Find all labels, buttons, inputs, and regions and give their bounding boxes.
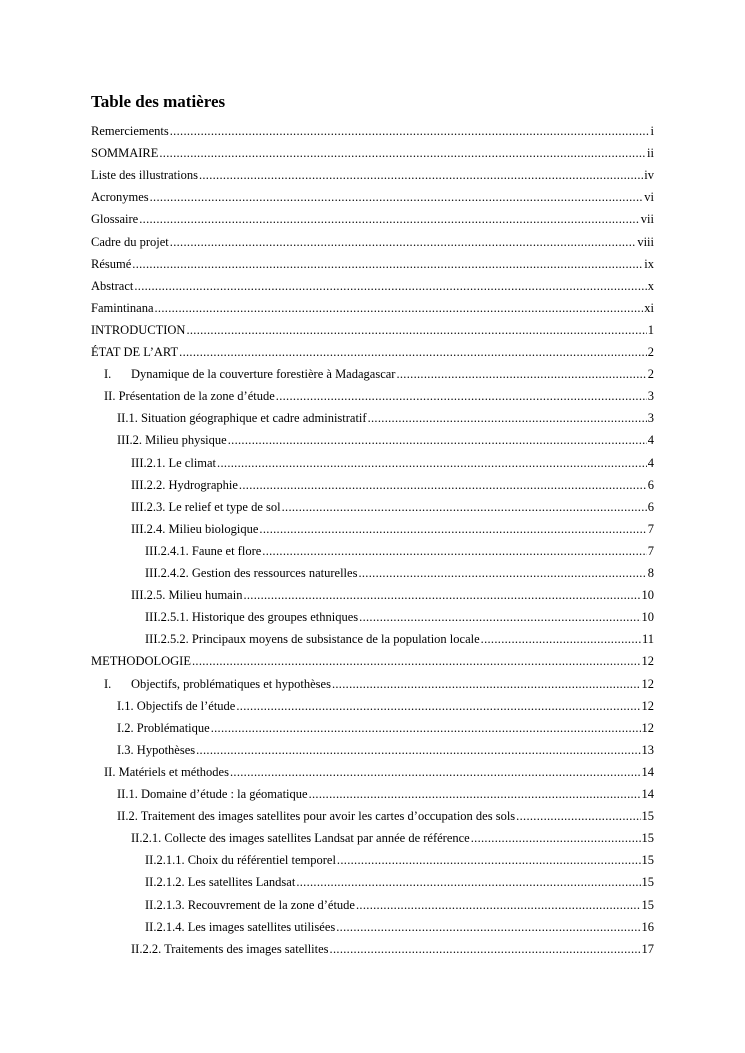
toc-page-number: 1 [647, 322, 654, 337]
toc-dot-leader [276, 386, 647, 406]
toc-page-number: 4 [647, 455, 654, 470]
toc-entry-label [91, 651, 191, 671]
toc-entry-text: III.2.4. Milieu biologique [131, 521, 259, 536]
toc-page-number: xi [644, 300, 654, 315]
toc-dot-leader [196, 740, 640, 760]
toc-dot-leader [217, 453, 647, 473]
toc-entry-label [91, 143, 158, 163]
toc-entry[interactable] [91, 165, 654, 185]
toc-page-number: 14 [641, 787, 654, 801]
toc-page-number: 12 [641, 698, 654, 713]
toc-entry-label [145, 917, 335, 937]
toc-page-number: 7 [647, 543, 654, 558]
toc-entry-label [117, 408, 367, 428]
toc-entry[interactable] [131, 828, 654, 848]
toc-page-number: 10 [641, 588, 654, 603]
toc-entry-text: III.2.1. Le climat [131, 455, 217, 470]
toc-entry[interactable] [117, 718, 654, 738]
toc-entry[interactable] [131, 519, 654, 539]
toc-entry-text: II.2.1.2. Les satellites Landsat [145, 875, 296, 890]
toc-entry-text: II.2. Traitement des images satellites pour avoir les cartes d’occupation des sols [117, 809, 516, 824]
toc-dot-leader [330, 939, 641, 959]
toc-entry-label [117, 430, 227, 450]
toc-dot-leader [170, 121, 650, 141]
toc-dot-leader [516, 806, 640, 826]
toc-entry[interactable] [145, 917, 654, 937]
toc-entry[interactable] [117, 784, 654, 804]
toc-entry[interactable] [131, 475, 654, 495]
toc-page-number: 4 [647, 433, 654, 448]
toc-dot-leader [186, 320, 646, 340]
toc-page-number: 12 [641, 720, 654, 735]
toc-entry[interactable] [131, 585, 654, 605]
toc-dot-leader [336, 917, 640, 937]
toc-entry-text: Objectifs, problématiques et hypothèses [131, 676, 331, 691]
toc-entry[interactable] [145, 872, 654, 892]
toc-entry-label [131, 585, 242, 605]
toc-page-number: 15 [641, 897, 654, 912]
toc-entry[interactable] [145, 541, 654, 561]
toc-entry[interactable] [91, 209, 654, 229]
toc-dot-leader [282, 497, 647, 517]
toc-dot-leader [481, 629, 641, 649]
toc-entry-number: I. [104, 367, 112, 382]
toc-entry-text: II.2.1.4. Les images satellites utilisées [145, 919, 336, 934]
toc-entry-text: Résumé [91, 256, 132, 271]
toc-entry-label [104, 364, 395, 384]
toc-entry-label [91, 298, 154, 318]
toc-page-number: x [647, 278, 654, 293]
toc-entry-label [131, 453, 216, 473]
toc-dot-leader [243, 585, 640, 605]
toc-dot-leader [236, 696, 640, 716]
toc-dot-leader [155, 298, 644, 318]
toc-dot-leader [396, 364, 646, 384]
toc-entry-text: METHODOLOGIE [91, 654, 191, 669]
toc-dot-leader [309, 784, 641, 804]
toc-entry[interactable] [145, 850, 654, 870]
toc-dot-leader [239, 475, 647, 495]
toc-title: Table des matières [91, 92, 226, 111]
toc-entry-text: III.2.4.2. Gestion des ressources naturelles [145, 566, 358, 580]
toc-entry[interactable] [91, 342, 654, 362]
toc-page-number: 14 [641, 764, 654, 779]
toc-dot-leader [368, 408, 647, 428]
toc-dot-leader [179, 342, 647, 362]
toc-entry-label [117, 740, 195, 760]
toc-entry-label [131, 497, 281, 517]
toc-page-number: ix [644, 256, 654, 271]
toc-entry[interactable] [145, 629, 654, 649]
toc-entry-text: Abstract [91, 278, 134, 293]
toc-page-number: 16 [641, 919, 654, 934]
toc-dot-leader [134, 276, 646, 296]
toc-entry-text: ÉTAT DE L’ART [91, 345, 179, 359]
toc-entry[interactable] [145, 895, 654, 915]
toc-entry[interactable] [91, 121, 654, 141]
toc-dot-leader [139, 209, 640, 229]
toc-page-number: ii [647, 146, 654, 161]
toc-page-number: 6 [647, 477, 654, 492]
toc-entry-label [117, 806, 515, 826]
toc-entry-label [145, 563, 357, 583]
toc-entry-text: II.1. Domaine d’étude : la géomatique [117, 787, 308, 801]
toc-entry[interactable] [117, 430, 654, 450]
toc-entry-text: II.2.1.3. Recouvrement de la zone d’étude [145, 897, 355, 912]
toc-dot-leader [150, 187, 644, 207]
toc-entry-label [104, 762, 229, 782]
toc-entry-text: III.2.3. Le relief et type de sol [131, 499, 281, 514]
toc-dot-leader [211, 718, 641, 738]
toc-entry-number: I. [104, 676, 112, 691]
toc-entry[interactable] [91, 232, 654, 252]
toc-entry-text: III.2.4.1. Faune et flore [145, 543, 262, 558]
toc-entry-label [131, 828, 470, 848]
toc-page-number: 15 [641, 831, 654, 846]
toc-page-number: 7 [647, 521, 654, 536]
toc-dot-leader [199, 165, 643, 185]
toc-entry[interactable] [91, 276, 654, 296]
toc-entry[interactable] [104, 364, 654, 384]
toc-page-number: 6 [647, 499, 654, 514]
toc-entry[interactable] [104, 386, 654, 406]
toc-entry-label [145, 607, 358, 627]
toc-entry[interactable] [117, 740, 654, 760]
toc-entry-text: III.2. Milieu physique [117, 433, 227, 448]
toc-entry-text: III.2.5.2. Principaux moyens de subsistance de la population locale [145, 632, 480, 647]
toc-entry-label [91, 187, 149, 207]
toc-entry-text: II.1. Situation géographique et cadre administratif [117, 411, 367, 426]
toc-dot-leader [228, 430, 647, 450]
toc-entry-text: INTRODUCTION [91, 322, 186, 337]
toc-entry-text: Liste des illustrations [91, 168, 198, 183]
toc-dot-leader [192, 651, 641, 671]
toc-entry-text: SOMMAIRE [91, 146, 159, 161]
toc-dot-leader [259, 519, 646, 539]
toc-entry[interactable] [104, 762, 654, 782]
toc-page-number: 12 [641, 654, 654, 669]
toc-dot-leader [358, 563, 646, 583]
toc-entry-text: I.3. Hypothèses [117, 742, 196, 757]
toc-entry-text: Famintinana [91, 300, 154, 315]
toc-entry-label [117, 718, 210, 738]
toc-entry[interactable] [117, 696, 654, 716]
toc-entry[interactable] [145, 563, 654, 583]
toc-entry-label [91, 276, 133, 296]
toc-entry[interactable] [131, 939, 654, 959]
toc-page-number: 13 [641, 742, 654, 757]
toc-entry-label [117, 696, 235, 716]
toc-entry-text: Acronymes [91, 190, 149, 205]
toc-entry-label [91, 232, 169, 252]
toc-entry-text: II.2.1.1. Choix du référentiel temporel [145, 853, 336, 868]
toc-entry-text: III.2.5.1. Historique des groupes ethniques [145, 610, 359, 625]
toc-page-number: 2 [647, 367, 654, 382]
toc-entry-text: II.2.2. Traitements des images satellites [131, 941, 329, 956]
toc-entry-label [131, 939, 329, 959]
toc-dot-leader [230, 762, 641, 782]
toc-dot-leader [471, 828, 641, 848]
toc-entry[interactable] [145, 607, 654, 627]
toc-entry-label [145, 850, 336, 870]
toc-page-number: 10 [641, 610, 654, 625]
toc-entry-label [104, 386, 275, 406]
toc-dot-leader [159, 143, 646, 163]
toc-page-number: i [650, 124, 654, 138]
toc-entry-text: III.2.5. Milieu humain [131, 588, 243, 603]
toc-entry-text: II. Présentation de la zone d’étude [104, 389, 275, 404]
toc-page-number: 15 [641, 875, 654, 890]
toc-entry-label [131, 519, 258, 539]
toc-page-number: 3 [647, 389, 654, 404]
toc-entry-text: II. Matériels et méthodes [104, 764, 229, 779]
toc-dot-leader [262, 541, 646, 561]
toc-entry-label [91, 320, 185, 340]
toc-entry-label [91, 209, 138, 229]
toc-entry[interactable] [131, 497, 654, 517]
toc-entry[interactable] [91, 143, 654, 163]
toc-entry[interactable] [91, 187, 654, 207]
toc-page-number: iv [644, 168, 654, 183]
toc-dot-leader [332, 674, 641, 694]
toc-entry-label [91, 165, 198, 185]
toc-entry-text: II.2.1. Collecte des images satellites Landsat par année de référence [131, 831, 470, 846]
toc-entry[interactable] [91, 320, 654, 340]
toc-page-number: 2 [647, 345, 654, 359]
toc-dot-leader [170, 232, 637, 252]
toc-dot-leader [132, 254, 643, 274]
toc-entry-text: I.1. Objectifs de l’étude [117, 698, 236, 713]
toc-entry-label [91, 254, 131, 274]
toc-page-number: viii [637, 234, 654, 249]
toc-entry-text: I.2. Problématique [117, 720, 210, 735]
toc-entry[interactable] [104, 674, 654, 694]
toc-page-number: 3 [647, 411, 654, 426]
toc-entry-label [117, 784, 308, 804]
toc-entry-label [104, 674, 331, 694]
toc-entry-label [145, 541, 261, 561]
toc-entry[interactable] [131, 453, 654, 473]
toc-entry-label [91, 121, 169, 141]
toc-page-number: 12 [641, 676, 654, 691]
toc-dot-leader [296, 872, 640, 892]
toc-entry-label [145, 872, 295, 892]
toc-entry-label [91, 342, 178, 362]
toc-entry-label [131, 475, 238, 495]
toc-page-number: 15 [641, 853, 654, 868]
toc-dot-leader [337, 850, 641, 870]
toc-entry-text: Remerciements [91, 124, 169, 138]
toc-entry[interactable] [91, 298, 654, 318]
toc-entry[interactable] [91, 651, 654, 671]
toc-entry-label [145, 895, 355, 915]
toc-page-number: vi [644, 190, 654, 205]
toc-page-number: 11 [641, 632, 654, 647]
toc-entry[interactable] [117, 408, 654, 428]
toc-page-number: 8 [647, 566, 654, 580]
toc-entry-text: III.2.2. Hydrographie [131, 477, 238, 492]
toc-entry-text: Cadre du projet [91, 234, 169, 249]
toc-page-number: 15 [641, 809, 654, 824]
toc-dot-leader [356, 895, 641, 915]
toc-page-number: 17 [641, 941, 654, 956]
toc-entry[interactable] [91, 254, 654, 274]
toc-entry-text: Glossaire [91, 212, 139, 227]
toc-entry-label [145, 629, 480, 649]
toc-page-number: vii [640, 212, 654, 227]
toc-dot-leader [359, 607, 640, 627]
toc-entry[interactable] [117, 806, 654, 826]
toc-entry-text: Dynamique de la couverture forestière à Madagascar [131, 367, 396, 382]
